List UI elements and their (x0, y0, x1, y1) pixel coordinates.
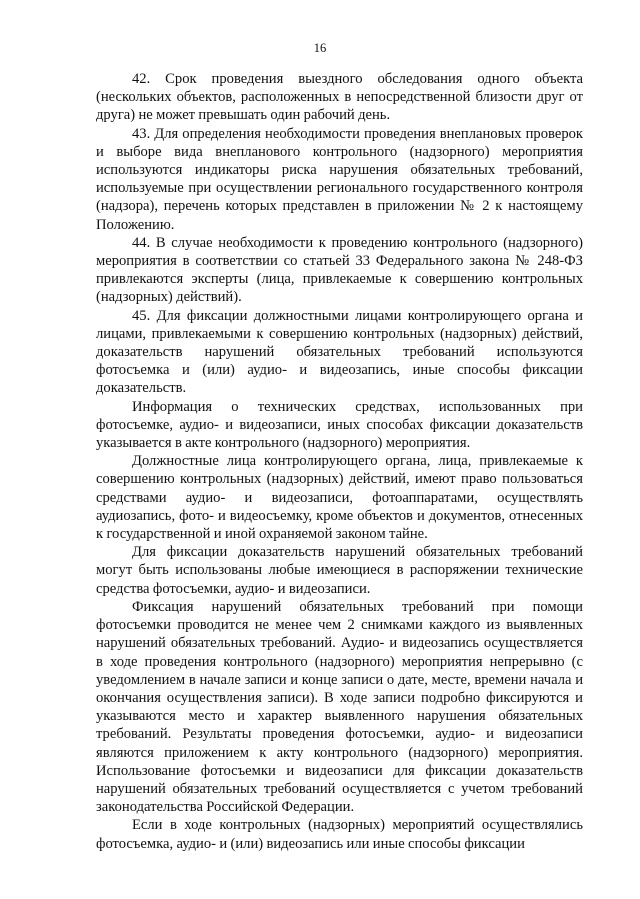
paragraph-45: 45. Для фиксации должностными лицами контролирующего органа и лицами, привлекаемыми к совершению контрольных (надзорных) действий, доказательств нарушений обязательных требований используются фотосъемка и (или) аудио- и видеозапись, иные способы фиксации доказательств. (96, 307, 583, 397)
paragraph-continued: Если в ходе контрольных (надзорных) мероприятий осуществлялись фотосъемка, аудио- и (или) видеозапись или иные способы фиксации (96, 817, 583, 852)
paragraph-42: 42. Срок проведения выездного обследования одного объекта (нескольких объектов, расположенных в непосредственной близости друг от друга) не может превышать один рабочий день. (96, 71, 583, 124)
document-body (96, 70, 583, 853)
paragraph-44: 44. В случае необходимости к проведению контрольного (надзорного) мероприятия в соответствии со статьей 33 Федерального закона № 248-ФЗ привлекаются эксперты (лица, привлекаемые к совершению контрольных (надзорных) действий). (96, 234, 583, 306)
paragraph-technical-means-use: Для фиксации доказательств нарушений обязательных требований могут быть использованы любые имеющиеся в распоряжении технические средства фотосъемки, аудио- и видеозаписи. (96, 544, 583, 597)
paragraph-officials-rights: Должностные лица контролирующего органа, лица, привлекаемые к совершению контрольных (надзорных) действий, имеют право пользоваться средствами аудио- и видеозаписи, фотоаппаратами, осуществлять аудиозапись, фото- и видеосъемку, кроме объектов и документов, отнесенных к государственной и иной охраняемой законом тайне. (96, 453, 583, 543)
paragraph-violation-recording: Фиксация нарушений обязательных требований при помощи фотосъемки проводится не менее чем 2 снимками каждого из выявленных нарушений обязательных требований. Аудио- и видеозапись осуществляется в ходе проведения контрольного (надзорного) мероприятия непрерывно (с уведомлением в начале записи и конце записи о дате, месте, времени начала и окончания осуществления записи). В ходе записи подробно фиксируются и указываются место и характер выявленного нарушения обязательных требований. Результаты проведения фотосъемки, аудио- и видеозаписи являются приложением к акту контрольного (надзорного) мероприятия. Использование фотосъемки и видеозаписи для фиксации доказательств нарушений обязательных требований осуществляется с учетом требований законодательства Российской Федерации. (96, 598, 583, 816)
page-number: 16 (313, 41, 327, 55)
paragraph-technical-means-info: Информация о технических средствах, использованных при фотосъемке, аудио- и видеозаписи, иных способах фиксации доказательств указывается в акте контрольного (надзорного) мероприятия. (96, 398, 583, 452)
paragraph-43: 43. Для определения необходимости проведения внеплановых проверок и выборе вида внепланового контрольного (надзорного) мероприятия используются индикаторы риска нарушения обязательных требований, используемые при осуществлении регионального государственного контроля (надзора), перечень которых представлен в приложении № 2 к настоящему Положению. (96, 125, 583, 233)
